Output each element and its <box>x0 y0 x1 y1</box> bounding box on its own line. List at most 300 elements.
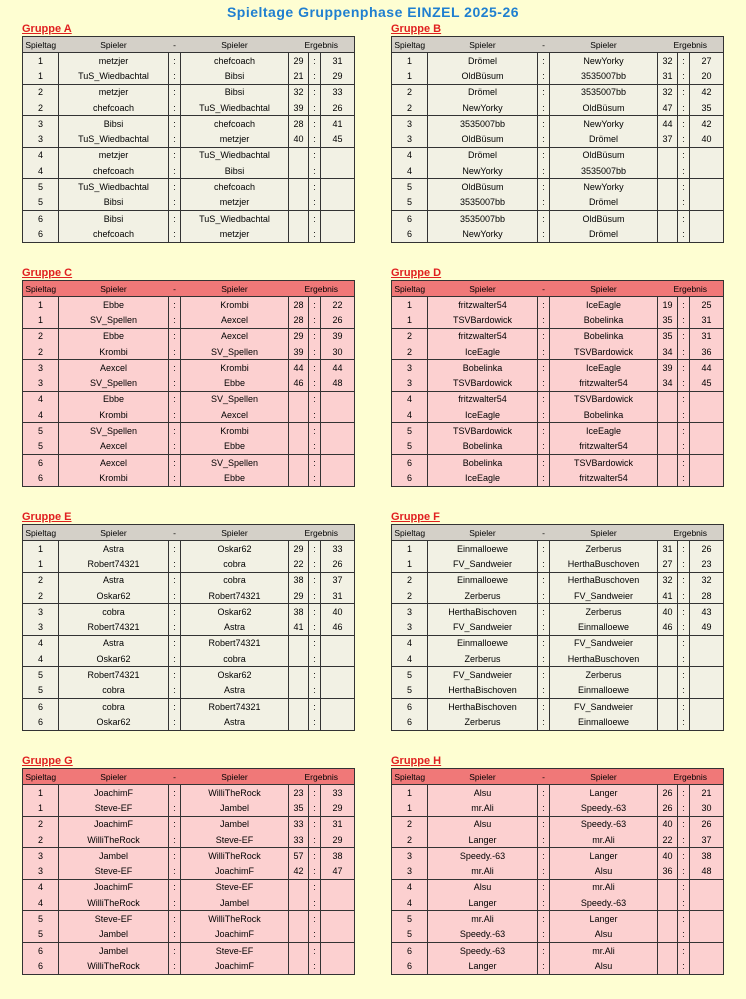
separator-cell: : <box>538 863 550 879</box>
table-row <box>392 68 724 84</box>
home-player-cell: Langer <box>428 958 538 974</box>
separator-cell: : <box>538 210 550 226</box>
home-score-cell: 35 <box>658 312 678 328</box>
home-score-cell: 22 <box>289 556 309 572</box>
table-row <box>392 375 724 391</box>
away-score-cell <box>690 698 724 714</box>
table-row <box>392 816 724 832</box>
table-row <box>23 226 355 242</box>
home-score-cell <box>658 407 678 423</box>
away-player-cell: Bobelinka <box>550 312 658 328</box>
away-player-cell: JoachimF <box>181 958 289 974</box>
separator-cell: : <box>538 116 550 132</box>
spieltag-cell: 1 <box>392 541 428 557</box>
spieltag-cell: 6 <box>23 698 59 714</box>
header-spieltag: Spieltag <box>23 525 59 541</box>
away-score-cell <box>690 195 724 211</box>
separator-cell: : <box>169 84 181 100</box>
home-score-cell <box>658 927 678 943</box>
table-row <box>392 195 724 211</box>
score-separator-cell: : <box>309 297 321 313</box>
header-dash: - <box>169 769 181 785</box>
score-separator-cell: : <box>309 667 321 683</box>
separator-cell: : <box>538 785 550 801</box>
table-row <box>392 84 724 100</box>
spieltag-cell: 2 <box>392 572 428 588</box>
away-player-cell: Jambel <box>181 800 289 816</box>
home-score-cell: 40 <box>658 604 678 620</box>
score-separator-cell: : <box>309 635 321 651</box>
home-player-cell: Robert74321 <box>59 667 169 683</box>
away-player-cell: cobra <box>181 572 289 588</box>
separator-cell: : <box>169 344 181 360</box>
separator-cell: : <box>538 800 550 816</box>
away-score-cell <box>321 698 355 714</box>
header-spieler-home: Spieler <box>59 281 169 297</box>
away-score-cell <box>321 911 355 927</box>
home-score-cell <box>289 879 309 895</box>
home-player-cell: JoachimF <box>59 816 169 832</box>
away-player-cell: metzjer <box>181 195 289 211</box>
table-row <box>392 344 724 360</box>
away-player-cell: Einmalloewe <box>550 714 658 730</box>
away-score-cell: 27 <box>690 53 724 69</box>
home-player-cell: OldBüsum <box>428 131 538 147</box>
home-player-cell: metzjer <box>59 147 169 163</box>
home-score-cell: 38 <box>289 604 309 620</box>
home-player-cell: Astra <box>59 541 169 557</box>
home-score-cell: 26 <box>658 800 678 816</box>
table-row <box>392 683 724 699</box>
home-player-cell: HerthaBischoven <box>428 698 538 714</box>
score-separator-cell: : <box>678 344 690 360</box>
score-separator-cell: : <box>309 572 321 588</box>
score-separator-cell: : <box>678 454 690 470</box>
away-player-cell: Ebbe <box>181 470 289 486</box>
away-player-cell: Drömel <box>550 131 658 147</box>
home-player-cell: Einmalloewe <box>428 541 538 557</box>
table-row <box>23 407 355 423</box>
away-player-cell: IceEagle <box>550 423 658 439</box>
spieltag-cell: 1 <box>23 68 59 84</box>
away-player-cell: TSVBardowick <box>550 454 658 470</box>
away-player-cell: mr.Ali <box>550 942 658 958</box>
spieltag-cell: 4 <box>23 879 59 895</box>
table-row <box>392 116 724 132</box>
group-g <box>22 754 354 975</box>
away-player-cell: 3535007bb <box>550 163 658 179</box>
home-player-cell: Speedy.-63 <box>428 848 538 864</box>
home-score-cell <box>289 714 309 730</box>
table-row <box>392 100 724 116</box>
away-score-cell: 29 <box>321 832 355 848</box>
separator-cell: : <box>169 588 181 604</box>
home-player-cell: NewYorky <box>428 163 538 179</box>
away-player-cell: Langer <box>550 848 658 864</box>
table-row <box>23 328 355 344</box>
away-player-cell: Robert74321 <box>181 635 289 651</box>
away-player-cell: Ebbe <box>181 439 289 455</box>
away-score-cell: 21 <box>690 785 724 801</box>
home-score-cell: 32 <box>658 572 678 588</box>
separator-cell: : <box>538 604 550 620</box>
group-b <box>391 22 723 243</box>
spieltag-cell: 4 <box>23 147 59 163</box>
away-score-cell: 48 <box>321 375 355 391</box>
home-player-cell: Robert74321 <box>59 556 169 572</box>
table-row <box>23 454 355 470</box>
separator-cell: : <box>538 683 550 699</box>
schedule-table <box>22 280 355 487</box>
score-separator-cell: : <box>309 68 321 84</box>
home-player-cell: IceEagle <box>428 407 538 423</box>
home-score-cell: 39 <box>289 100 309 116</box>
spieltag-cell: 6 <box>392 226 428 242</box>
home-score-cell: 31 <box>658 541 678 557</box>
away-player-cell: mr.Ali <box>550 879 658 895</box>
spieltag-cell: 4 <box>392 895 428 911</box>
table-header <box>23 281 355 297</box>
score-separator-cell: : <box>678 911 690 927</box>
score-separator-cell: : <box>309 53 321 69</box>
home-score-cell: 19 <box>658 297 678 313</box>
table-row <box>23 391 355 407</box>
score-separator-cell: : <box>678 848 690 864</box>
away-score-cell <box>690 714 724 730</box>
table-row <box>392 360 724 376</box>
spieltag-cell: 4 <box>392 635 428 651</box>
spieltag-cell: 1 <box>23 312 59 328</box>
home-score-cell: 21 <box>289 68 309 84</box>
home-player-cell: NewYorky <box>428 100 538 116</box>
separator-cell: : <box>538 179 550 195</box>
home-score-cell: 32 <box>289 84 309 100</box>
separator-cell: : <box>538 53 550 69</box>
home-score-cell: 40 <box>658 816 678 832</box>
home-score-cell <box>658 895 678 911</box>
home-player-cell: WilliTheRock <box>59 958 169 974</box>
away-player-cell: JoachimF <box>181 863 289 879</box>
score-separator-cell: : <box>678 84 690 100</box>
score-separator-cell: : <box>309 958 321 974</box>
score-separator-cell: : <box>678 68 690 84</box>
separator-cell: : <box>538 68 550 84</box>
separator-cell: : <box>169 439 181 455</box>
away-player-cell: NewYorky <box>550 53 658 69</box>
home-score-cell: 31 <box>658 68 678 84</box>
header-ergebnis: Ergebnis <box>658 37 724 53</box>
table-header <box>392 37 724 53</box>
away-score-cell: 29 <box>321 800 355 816</box>
score-separator-cell: : <box>309 407 321 423</box>
away-score-cell <box>321 179 355 195</box>
group-title: Gruppe F <box>391 511 440 523</box>
spieltag-cell: 3 <box>392 604 428 620</box>
score-separator-cell: : <box>678 360 690 376</box>
table-row <box>392 312 724 328</box>
away-score-cell: 33 <box>321 541 355 557</box>
away-score-cell: 40 <box>690 131 724 147</box>
away-player-cell: Oskar62 <box>181 604 289 620</box>
away-player-cell: Einmalloewe <box>550 619 658 635</box>
away-score-cell <box>321 635 355 651</box>
home-score-cell: 23 <box>289 785 309 801</box>
table-row <box>392 226 724 242</box>
away-score-cell: 43 <box>690 604 724 620</box>
away-score-cell <box>321 927 355 943</box>
table-row <box>23 116 355 132</box>
table-row <box>392 53 724 69</box>
away-player-cell: chefcoach <box>181 53 289 69</box>
home-player-cell: Langer <box>428 895 538 911</box>
table-row <box>23 958 355 974</box>
table-row <box>392 911 724 927</box>
home-score-cell <box>658 210 678 226</box>
spieltag-cell: 5 <box>23 683 59 699</box>
score-separator-cell: : <box>678 698 690 714</box>
away-score-cell <box>321 667 355 683</box>
away-player-cell: Steve-EF <box>181 832 289 848</box>
score-separator-cell: : <box>309 879 321 895</box>
table-row <box>392 572 724 588</box>
away-player-cell: Alsu <box>550 927 658 943</box>
spieltag-cell: 2 <box>23 344 59 360</box>
away-player-cell: mr.Ali <box>550 832 658 848</box>
table-row <box>392 179 724 195</box>
spieltag-cell: 6 <box>392 714 428 730</box>
home-score-cell <box>658 179 678 195</box>
score-separator-cell: : <box>309 863 321 879</box>
separator-cell: : <box>538 541 550 557</box>
table-row <box>392 635 724 651</box>
header-ergebnis: Ergebnis <box>289 37 355 53</box>
spieltag-cell: 5 <box>392 927 428 943</box>
score-separator-cell: : <box>309 714 321 730</box>
home-player-cell: Einmalloewe <box>428 635 538 651</box>
score-separator-cell: : <box>309 541 321 557</box>
separator-cell: : <box>538 927 550 943</box>
home-score-cell: 39 <box>658 360 678 376</box>
away-score-cell <box>690 958 724 974</box>
home-score-cell <box>289 635 309 651</box>
away-player-cell: FV_Sandweier <box>550 698 658 714</box>
table-row <box>23 879 355 895</box>
away-player-cell: WilliTheRock <box>181 911 289 927</box>
away-player-cell: TSVBardowick <box>550 344 658 360</box>
home-player-cell: Krombi <box>59 344 169 360</box>
separator-cell: : <box>538 958 550 974</box>
header-spieler-home: Spieler <box>428 769 538 785</box>
home-player-cell: OldBüsum <box>428 179 538 195</box>
score-separator-cell: : <box>309 179 321 195</box>
header-dash: - <box>169 281 181 297</box>
home-player-cell: Ebbe <box>59 391 169 407</box>
header-spieler-away: Spieler <box>181 37 289 53</box>
header-spieltag: Spieltag <box>392 769 428 785</box>
score-separator-cell: : <box>678 407 690 423</box>
score-separator-cell: : <box>678 800 690 816</box>
table-row <box>23 423 355 439</box>
header-spieltag: Spieltag <box>392 37 428 53</box>
home-player-cell: JoachimF <box>59 785 169 801</box>
home-player-cell: fritzwalter54 <box>428 328 538 344</box>
separator-cell: : <box>538 698 550 714</box>
separator-cell: : <box>538 895 550 911</box>
spieltag-cell: 1 <box>392 53 428 69</box>
separator-cell: : <box>169 391 181 407</box>
home-score-cell <box>289 958 309 974</box>
table-row <box>392 698 724 714</box>
score-separator-cell: : <box>309 131 321 147</box>
home-score-cell <box>658 958 678 974</box>
away-score-cell: 30 <box>690 800 724 816</box>
away-score-cell: 30 <box>321 344 355 360</box>
away-player-cell: Einmalloewe <box>550 683 658 699</box>
separator-cell: : <box>169 226 181 242</box>
away-player-cell: OldBüsum <box>550 210 658 226</box>
home-score-cell: 38 <box>289 572 309 588</box>
group-c <box>22 266 354 487</box>
separator-cell: : <box>538 147 550 163</box>
away-score-cell <box>321 439 355 455</box>
separator-cell: : <box>169 572 181 588</box>
score-separator-cell: : <box>309 619 321 635</box>
home-player-cell: Drömel <box>428 53 538 69</box>
home-score-cell: 46 <box>289 375 309 391</box>
spieltag-cell: 1 <box>392 556 428 572</box>
home-score-cell: 33 <box>289 832 309 848</box>
away-player-cell: TSVBardowick <box>550 391 658 407</box>
spieltag-cell: 6 <box>392 942 428 958</box>
spieltag-cell: 2 <box>23 832 59 848</box>
table-row <box>392 863 724 879</box>
spieltag-cell: 3 <box>23 619 59 635</box>
away-score-cell <box>690 927 724 943</box>
separator-cell: : <box>169 714 181 730</box>
away-score-cell <box>321 195 355 211</box>
table-row <box>392 895 724 911</box>
score-separator-cell: : <box>678 785 690 801</box>
home-player-cell: Bibsi <box>59 195 169 211</box>
separator-cell: : <box>169 423 181 439</box>
table-row <box>23 683 355 699</box>
away-player-cell: Aexcel <box>181 312 289 328</box>
away-score-cell: 33 <box>321 84 355 100</box>
away-score-cell: 26 <box>690 541 724 557</box>
home-score-cell: 47 <box>658 100 678 116</box>
away-player-cell: Alsu <box>550 863 658 879</box>
spieltag-cell: 4 <box>23 163 59 179</box>
separator-cell: : <box>169 832 181 848</box>
table-row <box>392 832 724 848</box>
separator-cell: : <box>169 635 181 651</box>
away-player-cell: OldBüsum <box>550 100 658 116</box>
table-header <box>23 37 355 53</box>
home-score-cell <box>658 698 678 714</box>
home-player-cell: Krombi <box>59 407 169 423</box>
score-separator-cell: : <box>309 832 321 848</box>
away-score-cell: 35 <box>690 100 724 116</box>
away-player-cell: Speedy.-63 <box>550 816 658 832</box>
score-separator-cell: : <box>678 879 690 895</box>
home-player-cell: Jambel <box>59 848 169 864</box>
home-score-cell: 40 <box>658 848 678 864</box>
score-separator-cell: : <box>678 195 690 211</box>
away-player-cell: cobra <box>181 556 289 572</box>
separator-cell: : <box>169 651 181 667</box>
away-score-cell <box>321 895 355 911</box>
table-row <box>23 312 355 328</box>
spieltag-cell: 3 <box>392 360 428 376</box>
header-spieler-away: Spieler <box>181 281 289 297</box>
table-row <box>392 147 724 163</box>
home-player-cell: Alsu <box>428 879 538 895</box>
score-separator-cell: : <box>678 895 690 911</box>
table-row <box>23 179 355 195</box>
table-row <box>23 100 355 116</box>
score-separator-cell: : <box>678 297 690 313</box>
home-score-cell: 44 <box>289 360 309 376</box>
home-score-cell <box>658 226 678 242</box>
score-separator-cell: : <box>678 116 690 132</box>
table-row <box>23 635 355 651</box>
away-player-cell: FV_Sandweier <box>550 635 658 651</box>
home-score-cell <box>289 391 309 407</box>
separator-cell: : <box>169 911 181 927</box>
away-score-cell: 45 <box>690 375 724 391</box>
home-player-cell: mr.Ali <box>428 911 538 927</box>
separator-cell: : <box>169 927 181 943</box>
spieltag-cell: 2 <box>392 100 428 116</box>
table-row <box>23 816 355 832</box>
separator-cell: : <box>538 195 550 211</box>
separator-cell: : <box>538 375 550 391</box>
score-separator-cell: : <box>678 210 690 226</box>
header-spieler-home: Spieler <box>428 37 538 53</box>
away-score-cell: 28 <box>690 588 724 604</box>
table-row <box>392 927 724 943</box>
spieltag-cell: 1 <box>392 68 428 84</box>
table-row <box>23 84 355 100</box>
header-spieler-away: Spieler <box>550 281 658 297</box>
away-player-cell: Robert74321 <box>181 698 289 714</box>
away-player-cell: NewYorky <box>550 179 658 195</box>
home-score-cell: 35 <box>289 800 309 816</box>
away-score-cell: 48 <box>690 863 724 879</box>
spieltag-cell: 4 <box>23 635 59 651</box>
separator-cell: : <box>169 375 181 391</box>
home-score-cell <box>289 942 309 958</box>
home-player-cell: metzjer <box>59 84 169 100</box>
home-player-cell: WilliTheRock <box>59 832 169 848</box>
away-score-cell: 45 <box>321 131 355 147</box>
table-row <box>23 556 355 572</box>
spieltag-cell: 2 <box>392 816 428 832</box>
spieltag-cell: 4 <box>23 895 59 911</box>
schedule-table <box>22 524 355 731</box>
score-separator-cell: : <box>309 116 321 132</box>
header-spieltag: Spieltag <box>23 281 59 297</box>
away-player-cell: Krombi <box>181 297 289 313</box>
home-player-cell: cobra <box>59 683 169 699</box>
separator-cell: : <box>538 816 550 832</box>
separator-cell: : <box>538 226 550 242</box>
home-player-cell: Ebbe <box>59 328 169 344</box>
away-score-cell: 38 <box>321 848 355 864</box>
away-score-cell: 41 <box>321 116 355 132</box>
separator-cell: : <box>538 879 550 895</box>
home-player-cell: 3535007bb <box>428 195 538 211</box>
